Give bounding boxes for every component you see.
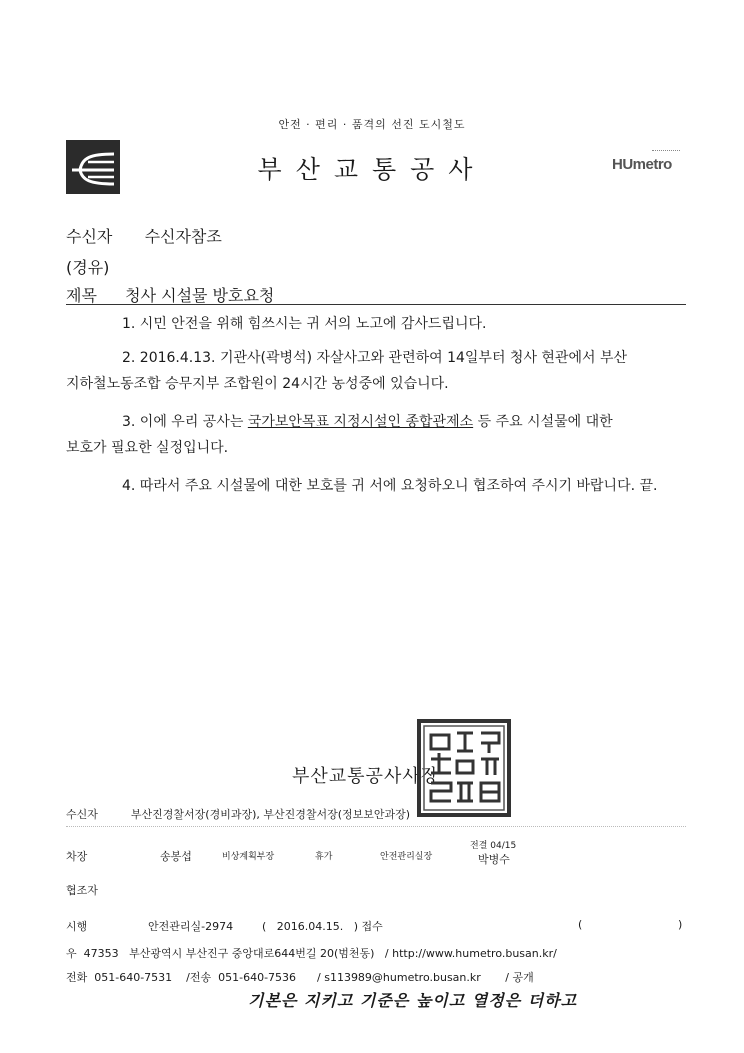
paragraph-4: 4. 따라서 주요 시설물에 대한 보호를 귀 서에 요청하오니 협조하여 주시기 바랍니다. 끝.: [122, 478, 658, 494]
subject-label: 제목: [66, 286, 97, 305]
paragraph-1: 1. 시민 안전을 위해 힘쓰시는 귀 서의 노고에 감사드립니다.: [122, 316, 487, 332]
paragraph-3-line-2: 보호가 필요한 실정입니다.: [66, 440, 229, 456]
paragraph-3-line-1: [122, 412, 613, 432]
subject-value: 청사 시설물 방호요청: [125, 286, 275, 305]
recipient-value: 수신자참조: [144, 227, 222, 246]
chain-label: 차장: [66, 850, 88, 863]
cooperator-label: 협조자: [66, 884, 98, 897]
receipt-close-paren: ): [678, 918, 683, 931]
footer-recipients-value: 부산진경찰서장(경비과장), 부산진경찰서장(정보보안과장): [130, 808, 411, 821]
paragraph-2-line-1: 2. 2016.4.13. 기관사(곽병석) 자살사고와 관련하여 14일부터 청사 현관에서 부산: [122, 350, 628, 366]
paragraph-2-line-2: 지하철노동조합 승무지부 조합원이 24시간 농성중에 있습니다.: [66, 376, 449, 392]
exec-document-number: 안전관리실-2974: [148, 920, 234, 933]
sender-signature: 부산교통공사사장: [292, 766, 440, 787]
via-label: (경유): [66, 258, 110, 277]
slogan: 안전 · 편리 · 품격의 선진 도시철도: [278, 118, 466, 131]
chain-person-1: 송봉섭: [160, 850, 192, 863]
recipient-label: 수신자: [66, 227, 113, 246]
paragraph-3-prefix: 3. 이에 우리 공사는: [122, 414, 248, 430]
motto: 기본은 지키고 기준은 높이고 열정은 더하고: [248, 991, 578, 1010]
footer-divider: [66, 826, 686, 827]
footer-recipients-label: 수신자: [66, 808, 98, 821]
organization-name: 부산교통공사: [257, 155, 487, 184]
chain-role-3: 안전관리실장: [380, 852, 433, 862]
recipient-line: [66, 224, 222, 247]
official-seal: [417, 719, 511, 817]
humetro-logo-text: HUmetro: [612, 156, 672, 173]
exec-date: ( 2016.04.15. ) 접수: [262, 920, 383, 933]
footer-recipients: [66, 806, 410, 822]
subject-line: [66, 283, 274, 306]
subject-divider: [66, 304, 686, 305]
receipt-open-paren: (: [578, 918, 583, 931]
paragraph-3-underlined: 국가보안목표 지정시설인 종합관제소: [247, 414, 474, 430]
chain-role-2: 비상계획부장: [222, 852, 275, 862]
paragraph-3-suffix: 등 주요 시설물에 대한: [473, 414, 613, 430]
footer-contact: 전화 051-640-7531 /전송 051-640-7536 / s113989@humetro.busan.kr / 공개: [66, 971, 534, 984]
chain-status-2: 휴가: [315, 852, 333, 862]
approval-label: 전결 04/15: [470, 841, 517, 851]
approver-name: 박병수: [478, 853, 510, 866]
humetro-logo: [612, 150, 690, 180]
exec-label: 시행: [66, 920, 88, 933]
footer-address: 우 47353 부산광역시 부산진구 중앙대로644번길 20(범천동) / http://www.humetro.busan.kr/: [66, 947, 557, 960]
